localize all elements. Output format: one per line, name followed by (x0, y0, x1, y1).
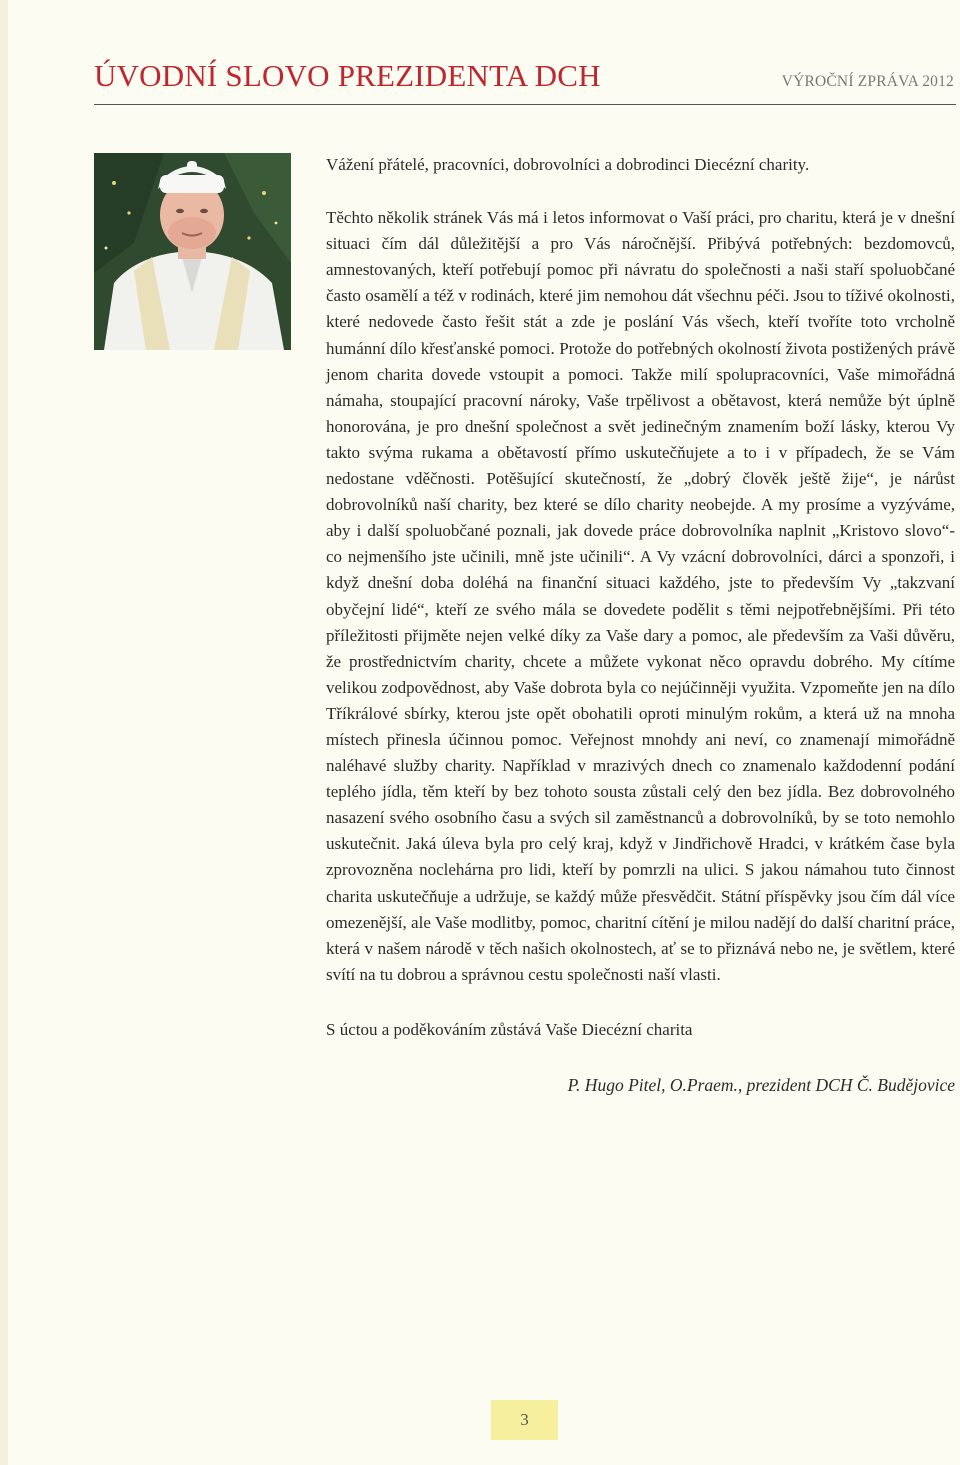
letter-greeting: Vážení přátelé, pracovníci, dobrovolníci a dobrodinci Diecézní charity. (326, 155, 810, 174)
page-edge-strip (0, 0, 8, 1465)
report-label: VÝROČNÍ ZPRÁVA 2012 (781, 73, 954, 90)
letter-content (326, 152, 955, 1098)
page-number-badge (491, 1400, 558, 1440)
page-number: 3 (520, 1410, 529, 1429)
president-photo (94, 153, 291, 350)
page-title: ÚVODNÍ SLOVO PREZIDENTA DCH (94, 58, 601, 93)
letter-closing: S úctou a poděkováním zůstává Vaše Diecézní charita (326, 1019, 693, 1039)
letter-body: Těchto několik stránek Vás má i letos informovat o Vaší práci, pro charitu, která je v dnešní situaci čím dál důležitější a pro Vás náročnější. Přibývá potřebných: bezdomovců, amnestovaných, kteří potřebují pomoc při návratu do společnosti a naši staří spoluobčané často osamělí a též v rodinách, které jim nemohou dát všechnu péči. Jsou to tíživé okolnosti, které nedovede často řešit stát a zde je poslání Vás všech, kteří tvoříte toto vrcholně humánní dílo křesťanské pomoci. Protože do potřebných okolností života postižených právě jenom charita dovede vstoupit a pomoci. Takže milí spolupracovníci, Vaše mimořádná námaha, stoupající pracovní nároky, Vaše trpělivost a obětavost, která nemůže být úplně honorována, je pro dnešní společnost a svět jedinečným znamením boží lásky, kterou Vy takto svýma rukama a obětavostí přímo uskutečňujete a to i v případech, že se Vám nedostane vděčnosti. Potěšující skutečností, že „dobrý člověk ještě žije“, je nárůst dobrovolníků naší charity, bez které se dílo charity neobejde. A my prosíme a vyzýváme, aby i další spoluobčané poznali, jak dovede práce dobrovolníka naplnit „Kristovo slovo“- co nejmenšího jste učinili, mně jste učinili“. A Vy vzácní dobrovolníci, dárci a sponzoři, i když dnešní doba doléhá na finanční situaci každého, jste to především Vy „takzvaní obyčejní lidé“, kteří ze svého mála se dovedete podělit s těmi nejpotřebnějšími. Při této příležitosti přijměte nejen velké díky za Vaše dary a pomoc, ale především za Vaši důvěru, že prostřednictvím charity, chcete a můžete vykonat něco opravdu dobrého. My cítíme velikou zodpovědnost, aby Vaše dobrota byla co nejúčinněji využita. Vzpomeňte jen na dílo Tříkrálové sbírky, kterou jste opět obohatili oproti minulým rokům, a která už na mnoha místech přinesla účinnou pomoc. Veřejnost mnohdy ani neví, co znamenají mimořádně naléhavé služby charity. Například v mrazivých dnech co znamenalo každodenní podání teplého jídla, těm kteří by bez tohoto sousta zůstali celý den bez jídla. Bez dobrovolného nasazení svého osobního času a svých sil zaměstnanců a dobrovolníků, by se toto nemohlo uskutečnit. Jaká úleva byla pro celý kraj, když v Jindřichově Hradci, v krátkém čase byla zprovozněna noclehárna pro lidi, kteří by pomrzli na ulici. S jakou námahou tuto činnost charita uskutečňuje a udržuje, se každý může přesvědčit. Státní příspěvky jsou čím dál více omezenější, ale Vaše modlitby, pomoc, charitní cítění je milou nadějí do další charitní práce, která v našem národě v těch našich okolnostech, ať se to přiznává nebo ne, je světlem, které svítí na tu dobrou a správnou cestu společnosti naší vlasti. (326, 208, 955, 984)
page-header (94, 58, 956, 105)
portrait-image (94, 153, 291, 350)
letter-signature: P. Hugo Pitel, O.Praem., prezident DCH Č. Budějovice (567, 1075, 955, 1095)
